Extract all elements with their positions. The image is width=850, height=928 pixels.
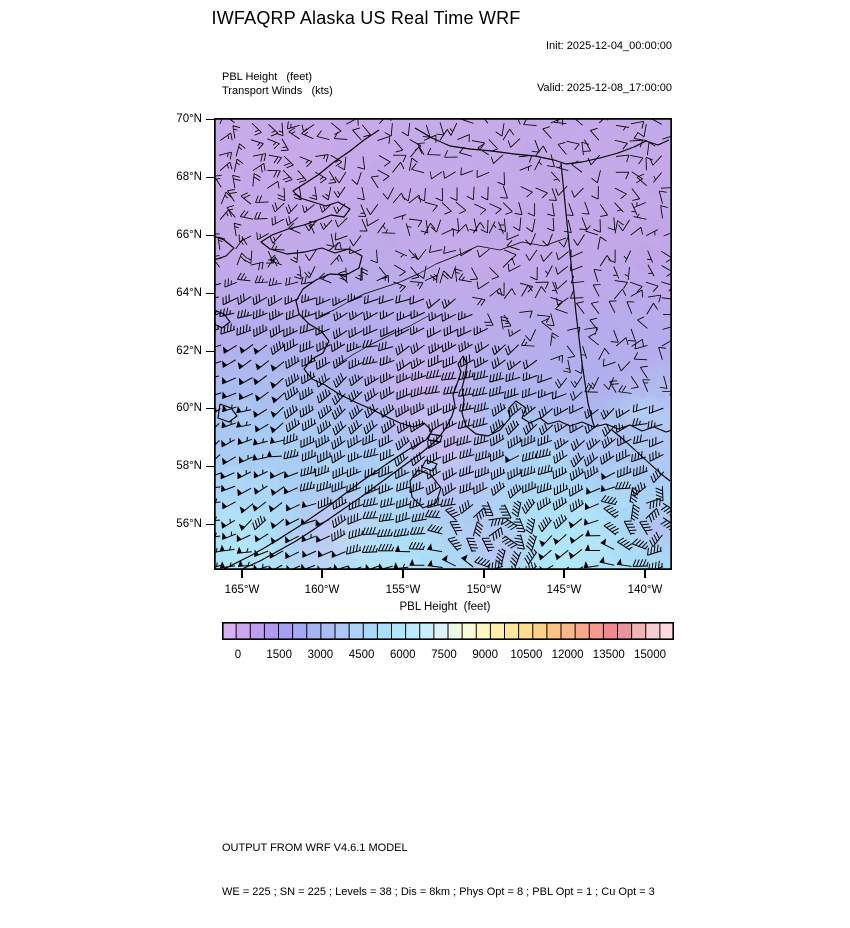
lat-major-tick xyxy=(206,235,214,237)
lon-major-tick xyxy=(483,570,485,578)
colorbar-tick-label: 3000 xyxy=(307,649,334,661)
lat-tick-label: 60°N xyxy=(176,402,202,414)
lat-major-tick xyxy=(206,119,214,121)
lat-tick-label: 64°N xyxy=(176,287,202,299)
field-variable-label: PBL Height (feet) xyxy=(222,71,313,83)
map-canvas xyxy=(214,118,672,570)
lat-tick-label: 56°N xyxy=(176,518,202,530)
colorbar-tick-label: 13500 xyxy=(592,649,625,661)
lon-major-tick xyxy=(644,570,646,578)
colorbar-tick-label: 6000 xyxy=(390,649,416,661)
colorbar-tick-label: 0 xyxy=(234,649,242,661)
lat-major-tick xyxy=(206,408,214,410)
footer-text xyxy=(222,812,655,928)
lat-tick-label: 66°N xyxy=(176,229,202,241)
lat-major-tick xyxy=(206,466,214,468)
lon-major-tick xyxy=(402,570,404,578)
lon-tick-label: 140°W xyxy=(627,584,663,596)
colorbar-tick-label: 4500 xyxy=(348,649,375,661)
lon-tick-label: 150°W xyxy=(466,584,502,596)
lon-tick-label: 155°W xyxy=(385,584,421,596)
lat-tick-label: 58°N xyxy=(176,460,202,472)
colorbar-tick-label: 12000 xyxy=(551,649,584,661)
lat-major-tick xyxy=(206,293,214,295)
lat-major-tick xyxy=(206,177,214,179)
lon-major-tick xyxy=(563,570,565,578)
colorbar-tick-label: 7500 xyxy=(431,649,457,661)
colorbar-canvas xyxy=(222,622,674,640)
lat-tick-label: 62°N xyxy=(176,345,202,357)
lat-major-tick xyxy=(206,351,214,353)
valid-time: Valid: 2025-12-08_17:00:00 xyxy=(537,82,672,94)
lon-major-tick xyxy=(241,570,243,578)
lon-tick-label: 145°W xyxy=(546,584,582,596)
lon-major-tick xyxy=(321,570,323,578)
footer-model-line: OUTPUT FROM WRF V4.6.1 MODEL xyxy=(222,842,408,854)
map-area xyxy=(214,118,672,570)
wind-variable-label: Transport Winds (kts) xyxy=(222,85,333,97)
lat-tick-label: 70°N xyxy=(176,113,202,125)
footer-config-line: WE = 225 ; SN = 225 ; Levels = 38 ; Dis = 8km ; Phys Opt = 8 ; PBL Opt = 1 ; Cu Opt = 3 xyxy=(222,885,655,898)
colorbar xyxy=(222,622,674,640)
lat-major-tick xyxy=(206,524,214,526)
lat-tick-label: 68°N xyxy=(176,171,202,183)
lon-tick-label: 160°W xyxy=(304,584,340,596)
init-time: Init: 2025-12-04_00:00:00 xyxy=(546,40,672,52)
plot-title: IWFAQRP Alaska US Real Time WRF xyxy=(211,8,521,28)
run-times xyxy=(500,11,672,123)
colorbar-title: PBL Height (feet) xyxy=(399,601,491,613)
colorbar-tick-label: 1500 xyxy=(266,649,292,661)
colorbar-tick-label: 15000 xyxy=(634,649,666,661)
colorbar-tick-label: 10500 xyxy=(510,649,543,661)
lon-tick-label: 165°W xyxy=(224,584,260,596)
colorbar-tick-label: 9000 xyxy=(472,649,498,661)
